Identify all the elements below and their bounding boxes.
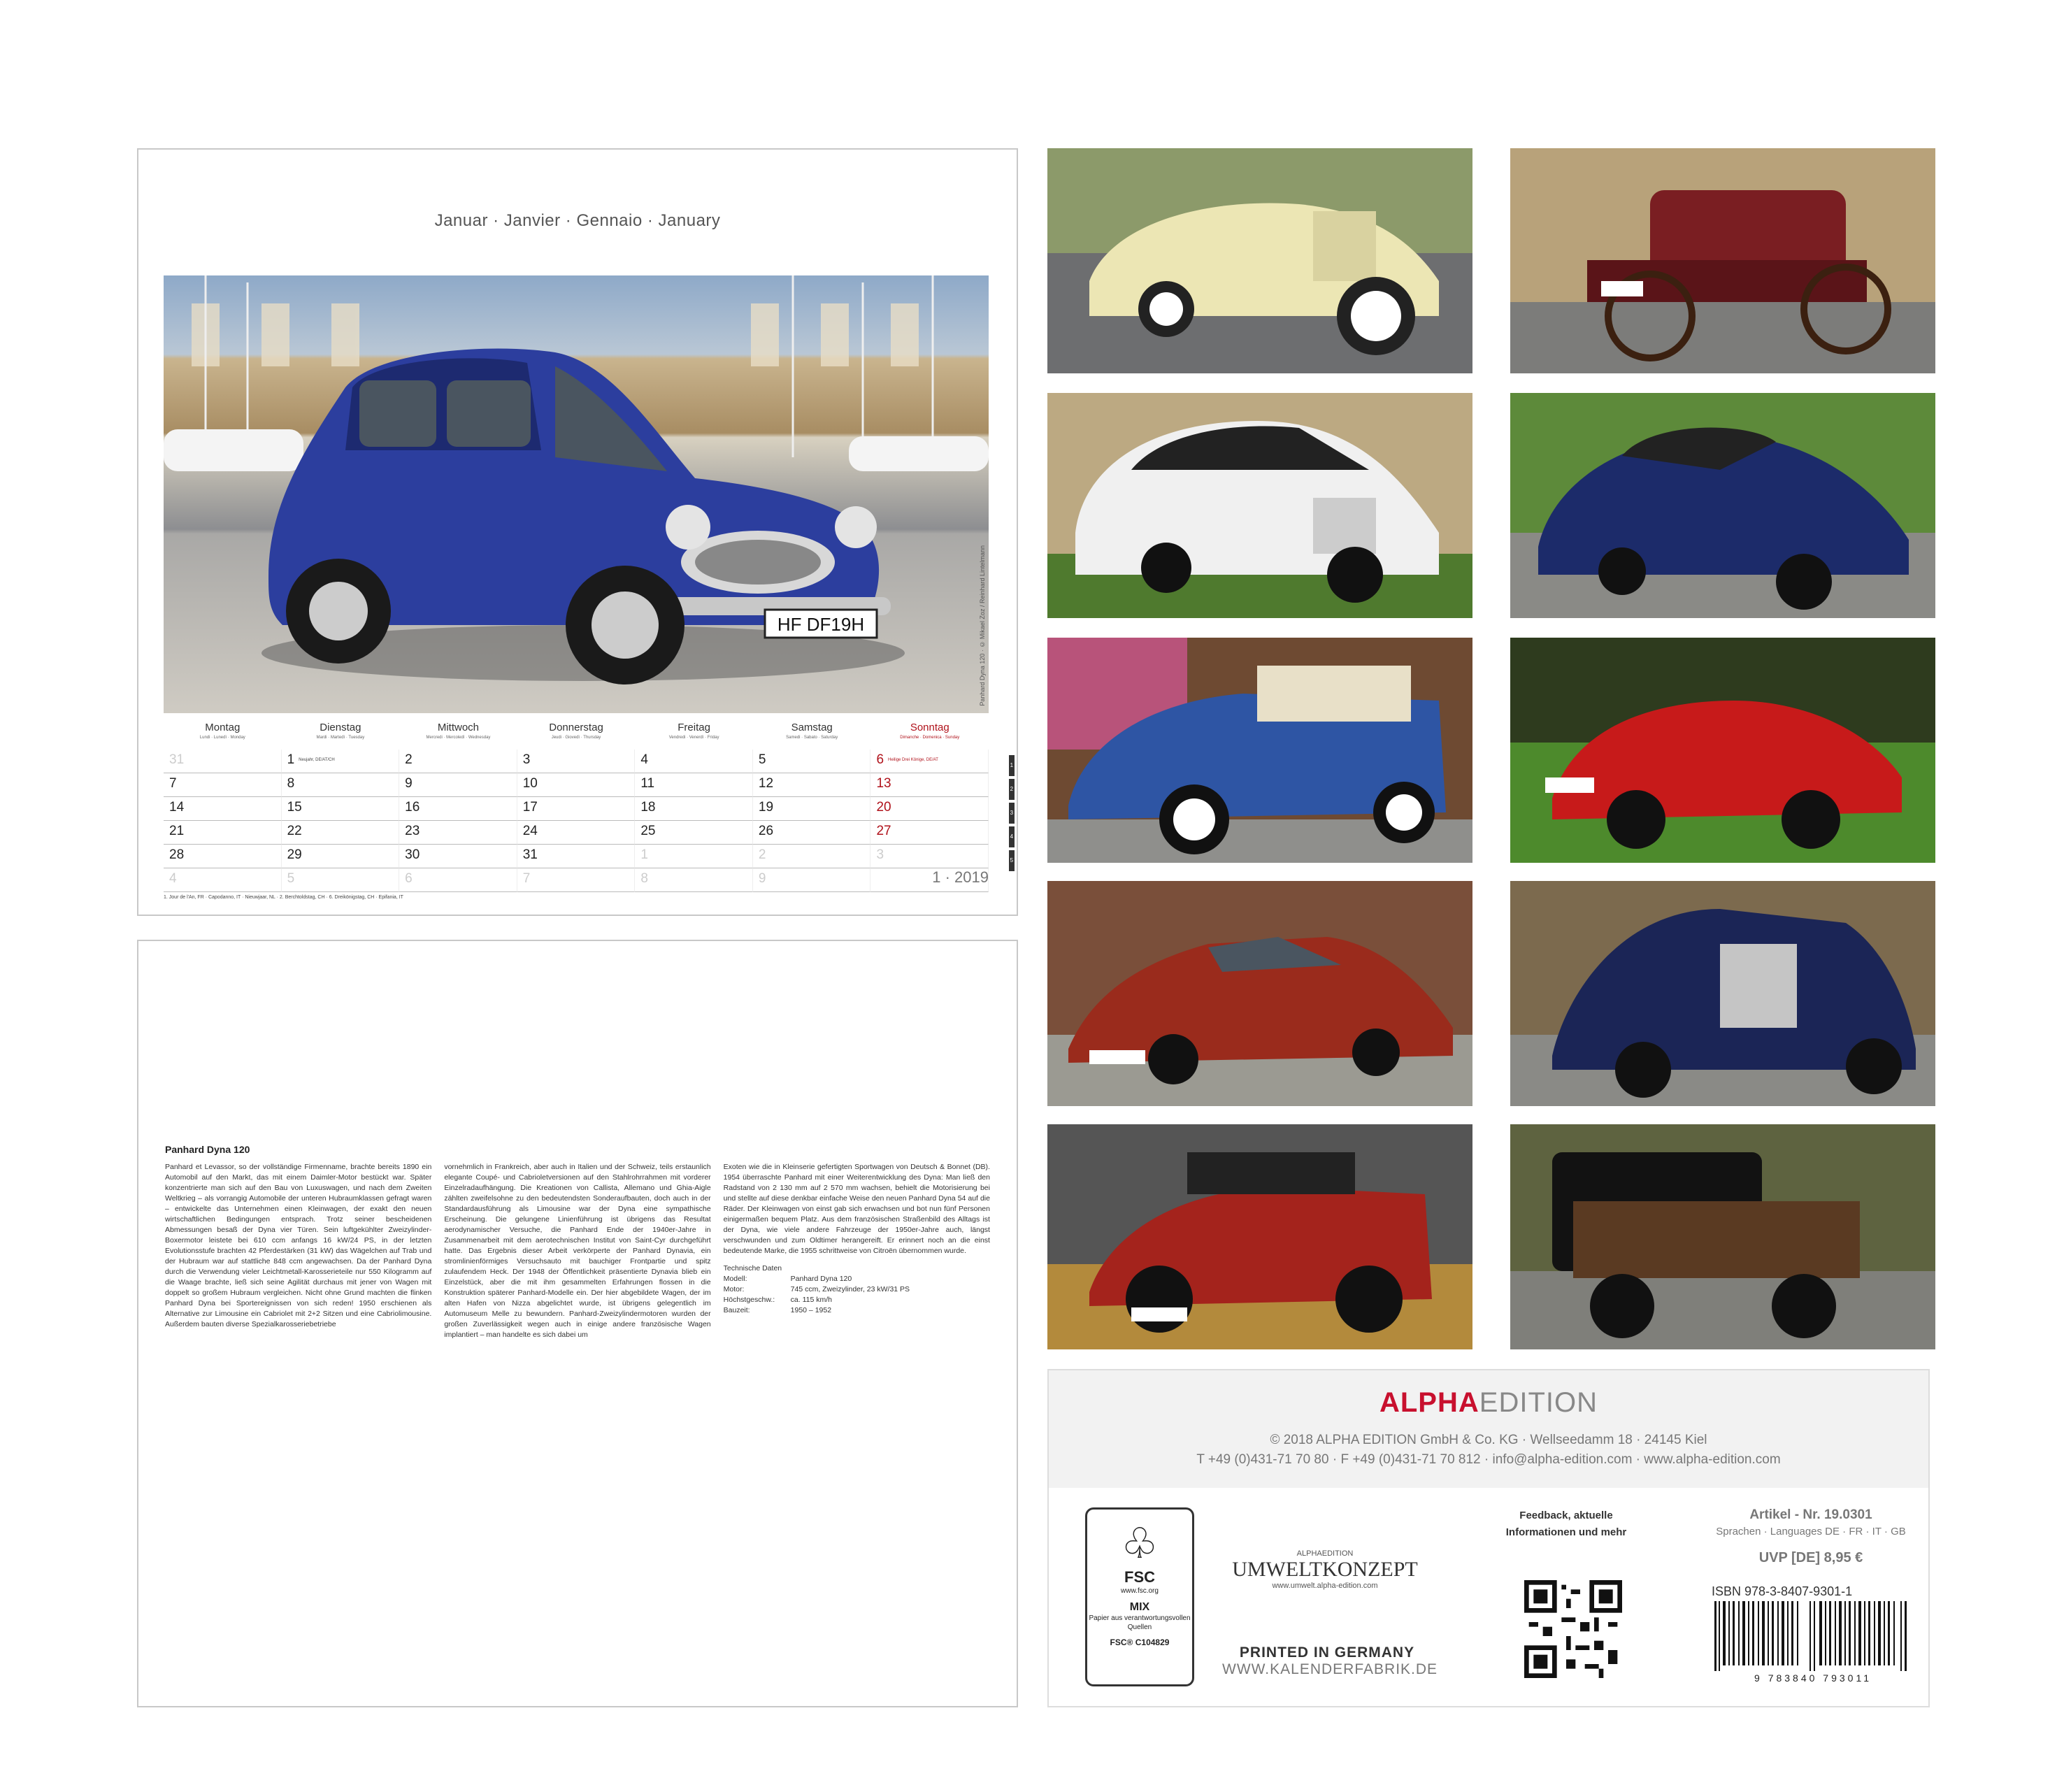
holiday-label: Neujahr, DE/AT/CH [299,758,335,762]
thumbnail-black-white-saloon [1047,393,1472,618]
weekday-saturday: Samstag Samedi · Sabato · Saturday [786,722,838,740]
day-cell: 24 [517,821,636,845]
publisher-box [1049,1370,1928,1488]
price: UVP [DE] 8,95 € [1758,1550,1863,1565]
day-cell: 14 [164,797,282,821]
spec-row: Höchstgeschw.: ca. 115 km/h [723,1296,832,1304]
day-cell: 19 [753,797,871,821]
month-title: Januar · Janvier · Gennaio · January [434,211,721,230]
day-cell: 16 [399,797,517,821]
article-text: Exoten wie die in Kleinserie gefertigten Sportwagen von Deutsch & Bonnet (DB). 1954 überraschte Panhard mit einer Weiterentwicklung des Dyna: Man ließ den Radstand von 2 130 mm auf 2 570 mm wachsen, behielt die Motorisierung bei und stellte auf diese denkbar einfache Weise den neuen Panhard Dyna 54 auf die Räder. Der Kleinwagen von einst gab sich erwachsen und bot nun fünf Personen einigermaßen bequem Platz. Aus dem französischen Straßenbild des Alltags ist der Dyna, wie viele andere Fahrzeuge der 1950er-Jahre auch, längst verschwunden und zum Oldtimer herangereift. Er erinnert noch an die einst bedeutende Marke, die 1955 schrittweise von Citroën übernommen wurde. [723,1163,990,1255]
day-cell: 2 [753,845,871,868]
isbn: ISBN 978-3-8407-9301-1 [1712,1584,1853,1598]
day-cell: 8 [282,773,400,797]
feedback-text: Feedback, aktuelle Informationen und mehr [1505,1510,1627,1538]
day-cell: 4 [164,868,282,892]
weekday-sunday: Sonntag Dimanche · Domenica · Sunday [900,722,960,740]
week-number: 4 [1009,826,1015,847]
day-cell: 9 [753,868,871,892]
thumbnail-dark-blue-drophead [1510,881,1935,1106]
day-cell: 26 [753,821,871,845]
holiday-footnote: 1. Jour de l'An, FR · Capodanno, IT · Nieuwjaar, NL · 2. Berchtoldstag, CH · 6. Dreikönigstag, CH · Epifania, IT [164,895,403,900]
svg-text:HF DF19H: HF DF19H [777,614,865,635]
weekday-friday: Freitag Vendredi · Venerdì · Friday [668,722,719,740]
thumbnail-blue-white-tourer [1047,638,1472,863]
day-cell: 25 [635,821,753,845]
article-title: Panhard Dyna 120 [165,1144,250,1155]
month-year-label: 1 · 2019 [932,868,989,886]
article-column-3 [724,1162,990,1340]
fsc-mix: MIX [1129,1601,1150,1613]
panhard-car-illustration [164,275,989,713]
day-cell: 4 [635,750,753,773]
day-cell: 23 [399,821,517,845]
printed-in-germany: PRINTED IN GERMANY WWW.KALENDERFABRIK.DE [1222,1644,1438,1677]
day-cell: 29 [282,845,400,868]
weekday-monday: Montag Lundi · Lunedì · Monday [199,722,245,740]
thumbnail-red-roadster [1510,638,1935,863]
day-cell: 3 5 [870,845,989,868]
thumbnail-red-veteran-car [1510,148,1935,373]
week-row [164,821,1014,845]
tech-specs [724,1263,990,1316]
week-row [164,750,1014,773]
barcode-digits: 9 783840 793011 [1754,1672,1872,1684]
publisher-info [1049,1431,1928,1470]
thumbnail-red-coupe [1047,881,1472,1106]
article-info [1706,1507,1916,1599]
day-cell: 3 [517,750,636,773]
article-column: Panhard et Levassor, so der vollständige Firmenname, brachte bereits 1890 ein Automobil auf den Markt, das mit einem Daimler-Motor bestückt war. Später konzentrierte man sich auf den Bau von Luxuswagen, und nach dem Zweiten Weltkrieg – als vorrangig Automobile der unteren Hubraumklassen gefragt waren – entwickelte das Unternehmen einen Kleinwagen, der exakt den neuen wirtschaftlichen Bedingungen entsprach. Trotz seiner bescheidenen Abmessungen besaß der Dyna vier Türen. Sein luftgekühlter Zweizylinder-Boxermotor leistete bei 610 ccm anfangs 16 kW/24 PS, in der letzten Evolutionsstufe brachten 42 Pferdestärken (31 kW) das Wägelchen auf Trab und der Hubraum war auf stattliche 848 ccm angewachsen. Da der Panhard Dyna durch die Verwendung vieler Leichtmetall-Karosserieteile nur 550 Kilogramm auf die Waage brachte, ließ sich seine Agilität durchaus mit jener von Wagen mit doppelt so großem Hubraum vergleichen. Nicht ohne Grund machten die flinken Panhard Dyna bei Sportereignissen von sich reden! 1950 erschienen als Alternative zur Limousine ein Cabriolet mit 2+2 Sitzen und eine Cabriolimousine. Außerdem bauten diverse Spezialkarosseriebetriebe [165,1163,432,1328]
day-cell: 20 3 [870,797,989,821]
week-number: 5 [1009,850,1015,871]
weekday-tuesday: Dienstag Mardi · Martedì · Tuesday [316,722,365,740]
week-row [164,773,1014,797]
day-cell: 30 [399,845,517,868]
fsc-code: FSC® C104829 [1110,1637,1170,1647]
week-row [164,845,1014,868]
day-cell: 27 4 [870,821,989,845]
day-cell: 9 [399,773,517,797]
day-cell: 7 [517,868,636,892]
day-cell: 17 [517,797,636,821]
weekday-thursday: Donnerstag Jeudi · Giovedì · Thursday [549,722,603,740]
spec-row: Modell: Panhard Dyna 120 [723,1275,852,1283]
fsc-title: FSC [1124,1568,1155,1586]
calendar-page [137,148,1018,916]
alpha-edition-logo: ALPHAEDITION [1379,1387,1598,1418]
day-cell: 1 Neujahr, DE/AT/CH [282,750,400,773]
weekday-header [164,722,989,748]
article-number: Artikel - Nr. 19.0301 [1749,1507,1872,1522]
spec-row: Bauzeit: 1950 – 1952 [723,1306,832,1314]
day-cell: 5 [753,750,871,773]
day-cell: 13 2 [870,773,989,797]
week-row [164,797,1014,821]
weekday-wednesday: Mittwoch Mercredi · Mercoledì · Wednesday [426,722,491,740]
day-cell: 6 Heilige Drei Könige, DE/AT 1 [870,750,989,773]
photo-caption: Panhard Dyna 120 · © Mikael Zoz / Reinhard Lintelmann [979,545,986,706]
fsc-site: www.fsc.org [1121,1587,1159,1595]
day-cell: 31 [164,750,282,773]
day-cell: 1 [635,845,753,868]
article-column: vornehmlich in Frankreich, aber auch in Italien und der Schweiz, teils erstaunlich elegante Coupé- und Cabrioletversionen auf den Stahlrohrrahmen mit vorderer Einzelradaufhängung. Die Kreationen von Callista, Allemano und Ghia-Aigle zählten zweifelsohne zu den bedeutendsten Sonderaufbauten, doch auch in der Standardausführung als Limousine war der Dyna eine sympathische Erscheinung. Die gelungene Linienführung ist übrigens das Resultat aerodynamischer Versuche, die Panhard Ende der 1940er-Jahre in Zusammenarbeit mit dem aerotechnischen Institut von Saint-Cyr durchgeführt hatte. Das Ergebnis dieser Arbeit verkörperte der Panhard Dynavia, ein stromlinienförmiges Versuchsauto mit bauchiger Frontpartie und spitz zulaufendem Heck. Der 1948 der Öffentlichkeit präsentierte Dynavia blieb ein Einzelstück, aber die mit ihm gesammelten Erfahrungen flossen in die Konstruktion späterer Panhard-Modelle ein. Der hier abgebildete Wagen, der im alten Hafen von Nizza abgelichtet wurde, ist übrigens gelegentlich im Automuseum Melle zu bewundern. Panhard-Zweizylindermotoren wurden der großen Zuverlässigkeit wegen auch in einige andere französische Wagen implantiert – man handelte es sich dabei um [444,1163,711,1339]
thumbnail-cream-roadster [1047,148,1472,373]
thumbnail-blue-cabriolet [1510,393,1935,618]
back-cover-panel [1047,1369,1930,1707]
thumbnail-red-sports-tourer [1047,1124,1472,1349]
week-row [164,868,989,892]
umweltkonzept-logo: ALPHAEDITION UMWELTKONZEPT www.umwelt.alpha-edition.com [1232,1549,1418,1590]
article-columns [165,1162,990,1340]
week-number: 1 [1009,755,1015,776]
day-cell: 5 [282,868,400,892]
fsc-label [1085,1507,1194,1686]
day-cell: 6 [399,868,517,892]
day-cell: 31 [517,845,636,868]
day-cell: 8 [635,868,753,892]
day-cell: 22 [282,821,400,845]
holiday-label: Heilige Drei Könige, DE/AT [888,758,938,762]
day-cell: 18 [635,797,753,821]
spec-row: Motor: 745 ccm, Zweizylinder, 23 kW/31 PS [723,1285,910,1293]
day-cell: 15 [282,797,400,821]
day-cell: 2 [399,750,517,773]
fsc-tree-icon: ♧ [1121,1520,1159,1567]
languages: Sprachen · Languages DE · FR · IT · GB [1716,1526,1906,1537]
hero-photo [164,275,989,713]
calendar-grid [164,750,1014,892]
day-cell: 12 [753,773,871,797]
qr-code-icon [1524,1580,1622,1678]
day-cell: 10 [517,773,636,797]
description-page [137,940,1018,1707]
day-cell: 7 [164,773,282,797]
day-cell: 28 [164,845,282,868]
day-cell: 11 [635,773,753,797]
week-number: 3 [1009,803,1015,824]
specs-title: Technische Daten [723,1264,782,1273]
contact-line: T +49 (0)431-71 70 80 · F +49 (0)431-71 70 812 · info@alpha-edition.com · www.alpha-edition.com [1196,1452,1781,1467]
thumbnail-brown-saloon [1510,1124,1935,1349]
week-number: 2 [1009,779,1015,800]
copyright-line: © 2018 ALPHA EDITION GmbH & Co. KG · Wellseedamm 18 · 24145 Kiel [1270,1433,1707,1447]
day-cell: 21 [164,821,282,845]
barcode-icon [1712,1601,1914,1671]
fsc-text: Papier aus verantwortungsvollen Quellen [1089,1614,1191,1631]
